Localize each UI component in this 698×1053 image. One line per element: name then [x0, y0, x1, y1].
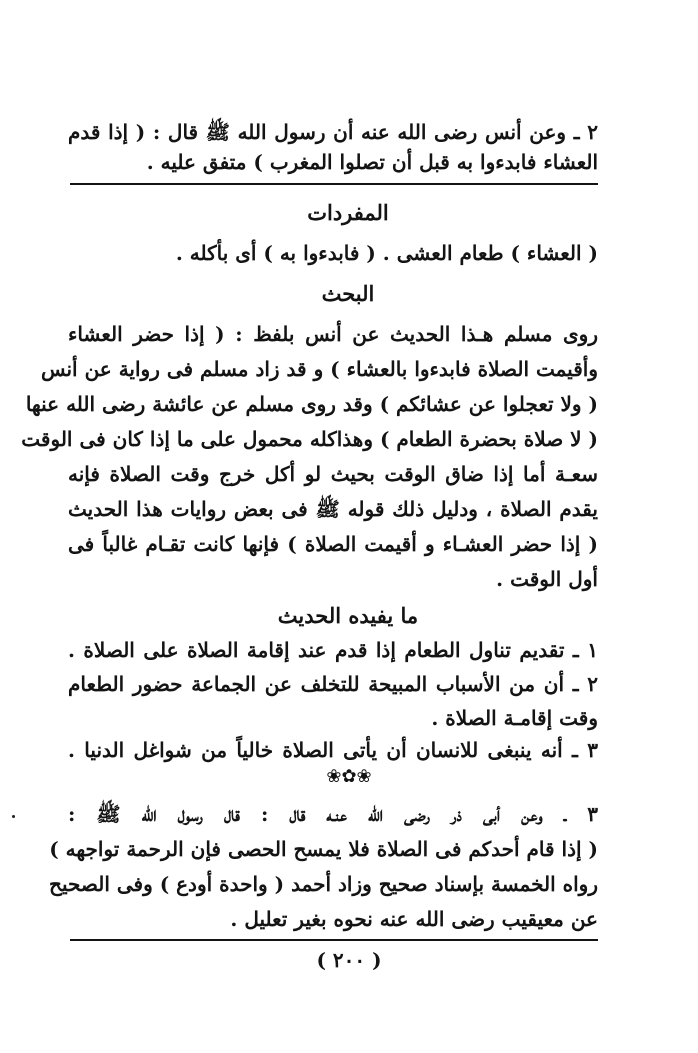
benefit-item-2-cont: وقت إقامـة الصلاة . [431, 706, 598, 730]
hadith3-line-4: عن معيقيب رضى الله عنه نحوه بغير تعليل . [230, 907, 598, 931]
hadith2-line-2: العشاء فابدءوا به قبل أن تصلوا المغرب ) متفق عليه . [146, 150, 598, 174]
research-line-6: يقدم الصلاة ، ودليل ذلك قوله ﷺ فى بعض روايات هذا الحديث [68, 497, 598, 521]
top-divider [70, 183, 598, 185]
hadith3-line-3: رواه الخمسة بإسناد صحيح وزاد أحمد ( واحدة أودع ) وفى الصحيح [49, 872, 598, 896]
scan-speck [12, 815, 15, 818]
research-line-2: وأقيمت الصلاة فابدءوا بالعشاء ) و قد زاد مسلم فى رواية عن أنس [40, 357, 598, 381]
hadith3-line-1: ٣ ـ وعن أبى ذر رضى الله عنـه قال : قال رسول الله ﷺ : [68, 802, 598, 826]
research-heading: البحث [321, 281, 375, 306]
research-line-8: أول الوقت . [496, 567, 598, 591]
bottom-divider [70, 939, 598, 941]
research-line-1: روى مسلم هـذا الحديث عن أنس بلفظ : ( إذا حضر العشاء [68, 322, 598, 346]
hadith3-line-2: ( إذا قام أحدكم فى الصلاة فلا يمسح الحصى فإن الرحمة تواجهه ) [49, 837, 598, 861]
research-line-3: ( ولا تعجلوا عن عشائكم ) وقد روى مسلم عن عائشة رضى الله عنها [25, 392, 598, 416]
vocab-heading: المفردات [307, 200, 389, 225]
hadith2-line-1: ٢ ـ وعن أنس رضى الله عنه أن رسول الله ﷺ قال : ( إذا قدم [68, 120, 598, 144]
research-line-4: ( لا صلاة بحضرة الطعام ) وهذاكله محمول على ما إذا كان فى الوقت [21, 427, 598, 451]
vocab-line: ( العشاء ) طعام العشى . ( فابدءوا به ) أى بأكله . [175, 241, 598, 265]
page-number: ( ٢٠٠ ) [316, 948, 382, 972]
benefit-item-2: ٢ ـ أن من الأسباب المبيحة للتخلف عن الجماعة حضور الطعام [68, 672, 598, 696]
benefit-item-1: ١ ـ تقديم تناول الطعام إذا قدم عند إقامة الصلاة على الصلاة . [68, 638, 598, 662]
research-line-5: سعـة أما إذا ضاق الوقت بحيث لو أكل خرج وقت الصلاة فإنه [68, 462, 598, 486]
benefits-heading: ما يفيده الحديث [277, 603, 419, 628]
research-line-7: ( إذا حضر العشـاء و أقيمت الصلاة ) فإنها كانت تقـام غالباً فى [68, 532, 598, 556]
ornament-divider: ❀✿❀ [326, 766, 372, 787]
benefit-item-3: ٣ ـ أنه ينبغى للانسان أن يأتى الصلاة خالياً من شواغل الدنيا . [68, 738, 598, 762]
